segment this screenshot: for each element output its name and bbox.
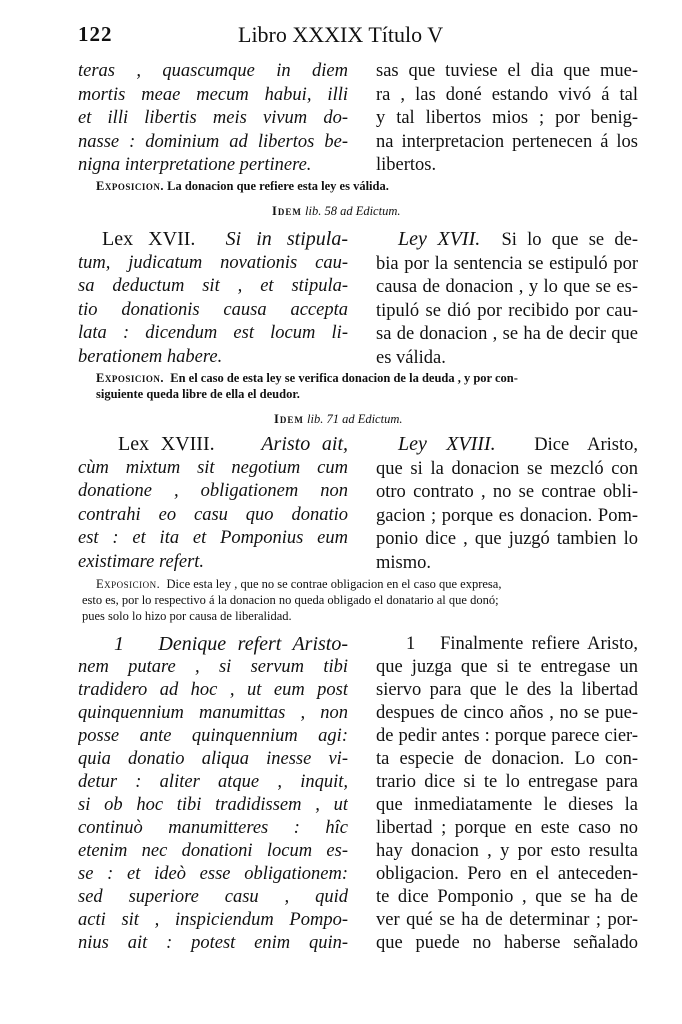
latin-line: tum, judicatum novationis cau- [78,252,348,273]
exposicion-text: La donacion que refiere esta ley es válida. [167,179,389,193]
spanish-column [376,60,638,178]
exposicion-note [82,576,626,624]
latin-line: nem putare , si servum tibi [78,657,348,677]
page-header [78,22,630,52]
spanish-column [376,228,638,370]
spanish-line: libertad ; porque en este caso no [376,818,638,838]
paragraph-number: 1 [406,634,416,654]
latin-text: Aristo ait, [261,433,348,455]
latin-line: et illi libertis meis vivum do- [78,108,348,128]
spanish-column [376,433,638,575]
latin-line: donatione , obligationem non [78,481,348,501]
latin-line: tradidero ad hoc , ut eum post [78,680,348,700]
spanish-line: que puede no haberse señalado [376,933,638,953]
spanish-column [376,633,638,955]
lex-17 [78,228,638,370]
exposicion-line [96,370,626,386]
exposicion-line [96,576,626,592]
spanish-line: gacion ; porque es donacion. Pom- [376,505,638,526]
exposicion-line: siguiente queda libre de ella el deudor. [96,387,300,401]
latin-line [78,633,348,656]
latin-text: Si in stipula- [225,228,348,250]
spanish-line: ra , las doné estando vivó á tal [376,84,638,105]
source-tail: ad Edictum. [342,412,403,426]
latin-line: existimare refert. [78,551,205,572]
latin-line [78,433,348,457]
latin-line: nius ait : potest enim quin- [78,933,348,953]
latin-column [78,228,348,370]
ley-heading: Ley XVII. [398,228,481,250]
top-continuation [78,60,638,178]
exposicion-label: Exposicion. [96,179,164,193]
latin-line: quia donatio aliqua inesse vi- [78,749,348,769]
spanish-line: libertos. [376,155,437,175]
latin-line: sa deductum sit , et stipula- [78,276,348,296]
latin-column [78,60,348,178]
spanish-line: ver qué se ha de determinar ; por- [376,910,638,930]
spanish-line: ponio dice , que juzgó tambien lo [376,529,638,549]
spanish-line: causa de donacion , y lo que se es- [376,277,638,297]
source-ref: lib. 71 [307,412,339,426]
spanish-text: Si lo que se de- [501,230,638,250]
spanish-line: trario dice si te lo entregase para [376,772,638,792]
latin-line: nigna interpretatione pertinere. [78,155,312,175]
latin-line: nasse : dominium ad libertos be- [78,131,348,152]
source-citation [272,204,401,219]
lex-heading: Lex XVIII. [118,433,215,455]
latin-line: teras , quascumque in diem [78,61,348,81]
spanish-line: obligacion. Pero en el anteceden- [376,864,638,884]
lex-18 [78,433,638,575]
latin-line: posse ante quinquennium agi: [78,726,348,746]
latin-line [78,228,348,252]
ley-heading: Ley XVIII. [398,433,496,455]
latin-line: tio donationis causa accepta [78,299,348,320]
spanish-line: siervo para que le des la libertad [376,680,638,700]
spanish-line: de pedir antes : porque parece cier- [376,726,638,746]
exposicion-text: En el caso de esta ley se verifica donacion de la deuda , y por con- [170,371,518,385]
spanish-line: te dice Pomponio , que se ha de [376,887,638,907]
latin-line: continuò manumitteres : hîc [78,818,348,838]
latin-column [78,633,348,955]
spanish-line: tipuló se dió por recibido por cau- [376,300,638,321]
running-head: Libro XXXIX Título V [238,22,444,47]
source-author: Idem [274,412,304,426]
exposicion-note [96,178,626,194]
spanish-line [376,228,638,253]
spanish-line: y tal libertos mios ; por benig- [376,108,638,128]
latin-line: contrahi eo casu quo donatio [78,504,348,525]
spanish-line [376,433,638,458]
spanish-line: que si la donacion se mezcló con [376,458,638,479]
latin-line: quinquennium manumittas , non [78,703,348,723]
exposicion-line: pues solo lo hizo por causa de liberalidad. [82,609,292,623]
latin-line: lata : dicendum est locum li- [78,323,348,343]
exposicion-label: Exposicion. [96,577,161,591]
spanish-line [376,633,638,656]
spanish-line: mismo. [376,552,431,573]
source-tail: ad Edictum. [340,204,401,218]
latin-line: se : et ideò esse obligationem: [78,864,348,884]
latin-line: est : et ita et Pomponius eum [78,528,348,548]
latin-column [78,433,348,575]
lex-heading: Lex XVII. [102,228,196,250]
paragraph-1 [78,633,638,955]
source-citation [274,412,403,427]
latin-line: cùm mixtum sit negotium cum [78,457,348,478]
spanish-line: es válida. [376,347,446,368]
spanish-line: sas que tuviese el dia que mue- [376,61,638,81]
spanish-line: bia por la sentencia se estipuló por [376,253,638,274]
page-number: 122 [78,22,113,46]
spanish-line: otro contrato , no se contrae obli- [376,482,638,502]
spanish-line: ta especie de donacion. Lo con- [376,749,638,769]
spanish-line: que inmediatamente le dieses la [376,795,638,815]
latin-line: mortis meae mecum habui, illi [78,84,348,105]
spanish-line: sa de donacion , se ha de decir que [376,324,638,344]
latin-line: detur : aliter atque , inquit, [78,772,348,792]
latin-line: acti sit , inspiciendum Pompo- [78,910,348,930]
latin-text: Denique refert Aristo- [158,633,348,655]
paragraph-number: 1 [114,633,124,655]
latin-line: berationem habere. [78,346,223,367]
latin-line: si ob hoc tibi tradidissem , ut [78,795,348,815]
spanish-line: que juzga que si te entregase un [376,657,638,677]
spanish-text: Finalmente refiere Aristo, [440,634,638,654]
exposicion-label: Exposicion. [96,371,164,385]
spanish-line: na interpretacion pertenecen á los [376,131,638,152]
spanish-text: Dice Aristo, [534,435,638,455]
source-ref: lib. 58 [305,204,337,218]
spanish-line: despues de cinco años , no se pue- [376,703,638,723]
exposicion-note [96,370,626,402]
latin-line: sed superiore casu , quid [78,887,348,907]
exposicion-line: esto es, por lo respectivo á la donacion no queda obligado el donatario al que donó; [82,593,499,607]
spanish-line: hay donacion , y por esto resulta [376,841,638,861]
source-author: Idem [272,204,302,218]
exposicion-text: Dice esta ley , que no se contrae obligacion en el caso que expresa, [166,577,502,591]
latin-line: etenim nec donationi locum es- [78,841,348,861]
